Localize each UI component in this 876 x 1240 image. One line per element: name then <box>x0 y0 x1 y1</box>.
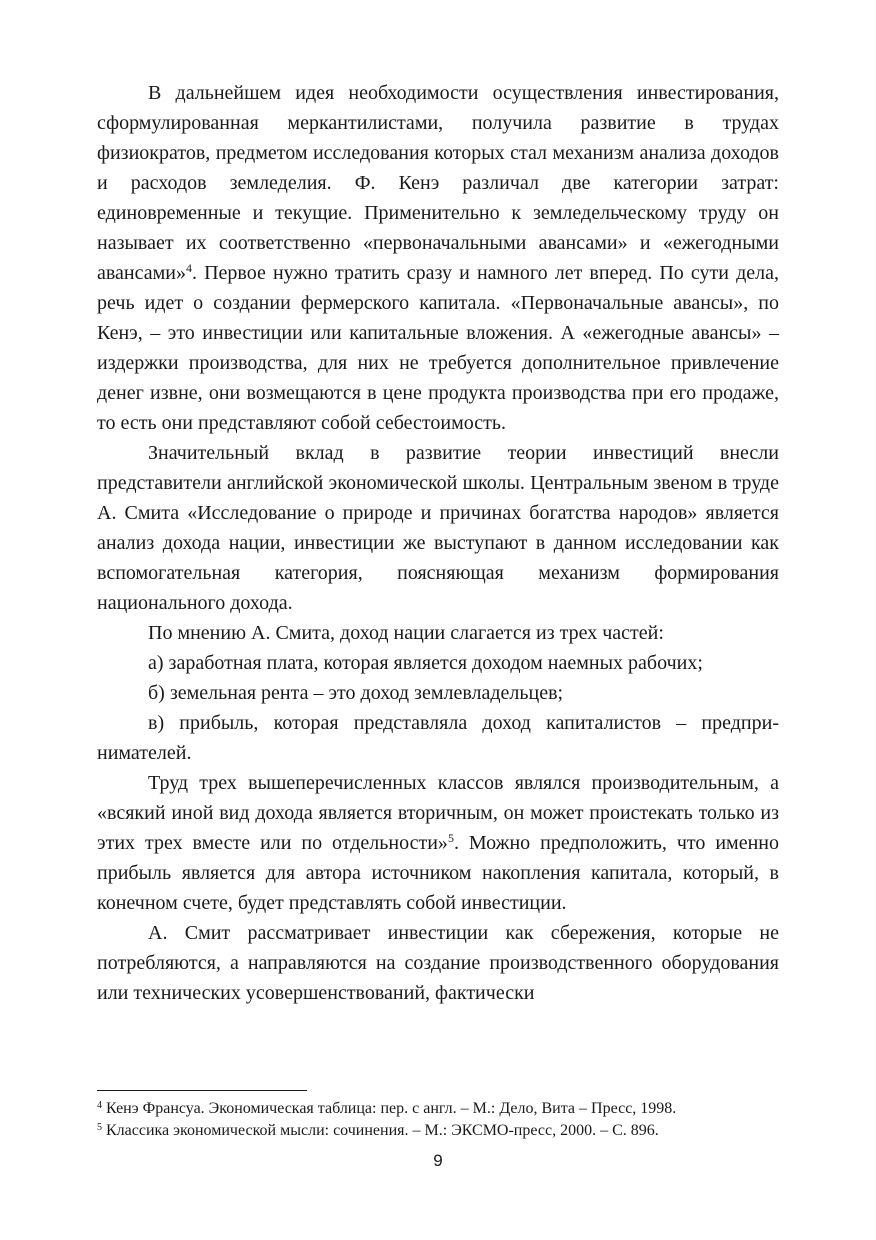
list-item-rent: б) земельная рента – это доход землевладельцев; <box>148 682 564 704</box>
main-text <box>97 78 779 1008</box>
paragraph-text: . Первое нужно тратить сразу и намного лет вперед. По сути дела, речь идет о создании фермерского капитала. «Первоначальные авансы», по Кенэ, – это инвестиции или капитальные вложения. А «ежегодные авансы» – издержки производства, для них не требуется дополнительное привлечение денег извне, они возмещаются в цене продукта производства при его продаже, то есть они представляют собой себестоимость. <box>97 262 779 434</box>
footnote-item <box>97 1098 797 1120</box>
paragraph-text: В дальнейшем идея необходимости осуществления инвестирования, сформулированная меркантилистами, получила развитие в трудах физиократов, предметом исследования которых стал механизм анализа доходов и расходов земледелия. Ф. Кенэ различал две категории затрат: единовременные и текущие. Применительно к земледельческому труду он называет их соответственно «первоначальными авансами» и «ежегодными авансами» <box>97 82 779 284</box>
paragraph-smith-savings: А. Смит рассматривает инвестиции как сбережения, которые не потребляются, а направляются на создание производственного оборудования или технических усовершенствований, фактически <box>97 922 779 1004</box>
list-item-profit: в) прибыль, которая представляла доход капиталистов – предпринимателей. <box>97 712 779 764</box>
footnote-text: Кенэ Франсуа. Экономическая таблица: пер. с англ. – М.: Дело, Вита – Пресс, 1998. <box>102 1100 677 1117</box>
footnote-number: 5 <box>97 1122 102 1133</box>
paragraph-physiocrats <box>97 78 779 438</box>
paragraph-income-parts: По мнению А. Смита, доход нации слагается из трех частей: <box>148 622 664 644</box>
footnotes <box>97 1098 797 1142</box>
paragraph-english-school: Значительный вклад в развитие теории инвестиций внесли представители английской экономической школы. Центральным звеном в труде А. Смита «Исследование о природе и причинах богатства народов» является анализ дохода нации, инвестиции же выступают в данном исследовании как вспомогательная категория, поясняющая механизм формирования национального дохода. <box>97 442 779 614</box>
footnote-divider <box>97 1090 307 1091</box>
paragraph-text: . Можно предположить, что именно прибыль является для автора источником накопления капитала, который, в конечном счете, будет представлять собой инвестиции. <box>97 832 779 914</box>
list-item-wages: а) заработная плата, которая является доходом наемных рабочих; <box>148 652 703 674</box>
footnote-text: Классика экономической мысли: сочинения. – М.: ЭКСМО-пресс, 2000. – С. 896. <box>102 1122 659 1139</box>
footnote-reference[interactable]: 5 <box>447 831 454 845</box>
paragraph-text: Труд трех вышеперечисленных классов являлся производительным, а «всякий иной вид дохода является вторичным, он может проистекать только из этих трех вместе или по отдельности» <box>97 772 779 854</box>
footnote-item <box>97 1120 797 1142</box>
footnote-reference[interactable]: 4 <box>186 261 192 275</box>
page-number: 9 <box>433 1151 443 1170</box>
paragraph-productive-labor <box>97 768 779 918</box>
footnote-number: 4 <box>97 1100 102 1111</box>
